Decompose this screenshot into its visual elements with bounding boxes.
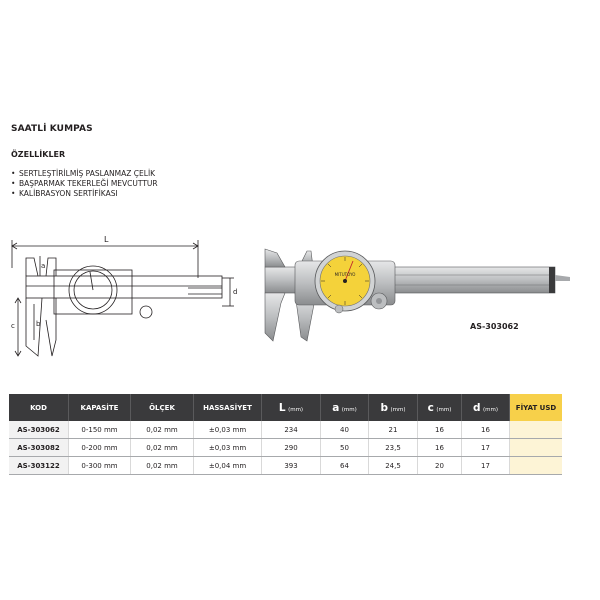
bullet-icon: • — [11, 179, 16, 188]
features-heading: ÖZELLİKLER — [11, 150, 66, 159]
cell-olcek: 0,02 mm — [131, 457, 194, 475]
drawing-label-L: L — [104, 235, 109, 244]
feature-text: SERTLEŞTİRİLMİŞ PASLANMAZ ÇELİK — [19, 169, 156, 178]
table-row — [9, 439, 562, 457]
cell-L: 393 — [262, 457, 321, 475]
cell-fiyat — [510, 439, 563, 457]
features-list — [11, 169, 158, 199]
cell-kod: AS-303082 — [9, 439, 69, 457]
col-header-a: a (mm) — [321, 394, 369, 421]
cell-b: 23,5 — [369, 439, 418, 457]
cell-L: 290 — [262, 439, 321, 457]
cell-fiyat — [510, 457, 563, 475]
table-header-row — [9, 394, 562, 421]
cell-kod: AS-303122 — [9, 457, 69, 475]
dial-brand: MITUTOYO — [334, 272, 356, 277]
cell-kapasite: 0-300 mm — [69, 457, 131, 475]
cell-fiyat — [510, 421, 563, 439]
cell-kod: AS-303062 — [9, 421, 69, 439]
cell-olcek: 0,02 mm — [131, 439, 194, 457]
page-title: SAATLİ KUMPAS — [11, 124, 93, 134]
cell-L: 234 — [262, 421, 321, 439]
table-row — [9, 457, 562, 475]
drawing-label-a: a — [41, 262, 46, 270]
col-header-hassasiyet: HASSASİYET — [194, 394, 262, 421]
feature-item — [11, 179, 158, 189]
drawing-label-d: d — [233, 288, 238, 296]
col-header-olcek: ÖLÇEK — [131, 394, 194, 421]
spec-table — [9, 394, 562, 475]
col-header-kod: KOD — [9, 394, 69, 421]
cell-a: 64 — [321, 457, 369, 475]
drawing-label-c: c — [11, 322, 15, 330]
cell-d: 16 — [462, 421, 510, 439]
cell-olcek: 0,02 mm — [131, 421, 194, 439]
col-header-b: b (mm) — [369, 394, 418, 421]
col-header-d: d (mm) — [462, 394, 510, 421]
cell-b: 24,5 — [369, 457, 418, 475]
col-header-c: c (mm) — [418, 394, 462, 421]
cell-c: 16 — [418, 421, 462, 439]
caliper-product-photo — [255, 245, 570, 345]
cell-d: 17 — [462, 439, 510, 457]
drawing-label-b: b — [36, 320, 41, 328]
cell-d: 17 — [462, 457, 510, 475]
cell-a: 50 — [321, 439, 369, 457]
col-header-L: L (mm) — [262, 394, 321, 421]
bullet-icon: • — [11, 169, 16, 178]
feature-item — [11, 169, 158, 179]
cell-hassasiyet: ±0,04 mm — [194, 457, 262, 475]
cell-kapasite: 0-150 mm — [69, 421, 131, 439]
feature-text: BAŞPARMAK TEKERLEĞİ MEVCUTTUR — [19, 179, 158, 188]
feature-item — [11, 189, 158, 199]
cell-kapasite: 0-200 mm — [69, 439, 131, 457]
cell-a: 40 — [321, 421, 369, 439]
cell-c: 20 — [418, 457, 462, 475]
table-row — [9, 421, 562, 439]
col-header-kapasite: KAPASİTE — [69, 394, 131, 421]
cell-hassasiyet: ±0,03 mm — [194, 421, 262, 439]
cell-b: 21 — [369, 421, 418, 439]
cell-c: 16 — [418, 439, 462, 457]
caliper-technical-drawing — [8, 228, 240, 363]
feature-text: KALİBRASYON SERTİFİKASI — [19, 189, 118, 198]
col-header-fiyat: FİYAT USD — [510, 394, 563, 421]
cell-hassasiyet: ±0,03 mm — [194, 439, 262, 457]
photo-model-caption: AS-303062 — [470, 322, 519, 331]
bullet-icon: • — [11, 189, 16, 198]
